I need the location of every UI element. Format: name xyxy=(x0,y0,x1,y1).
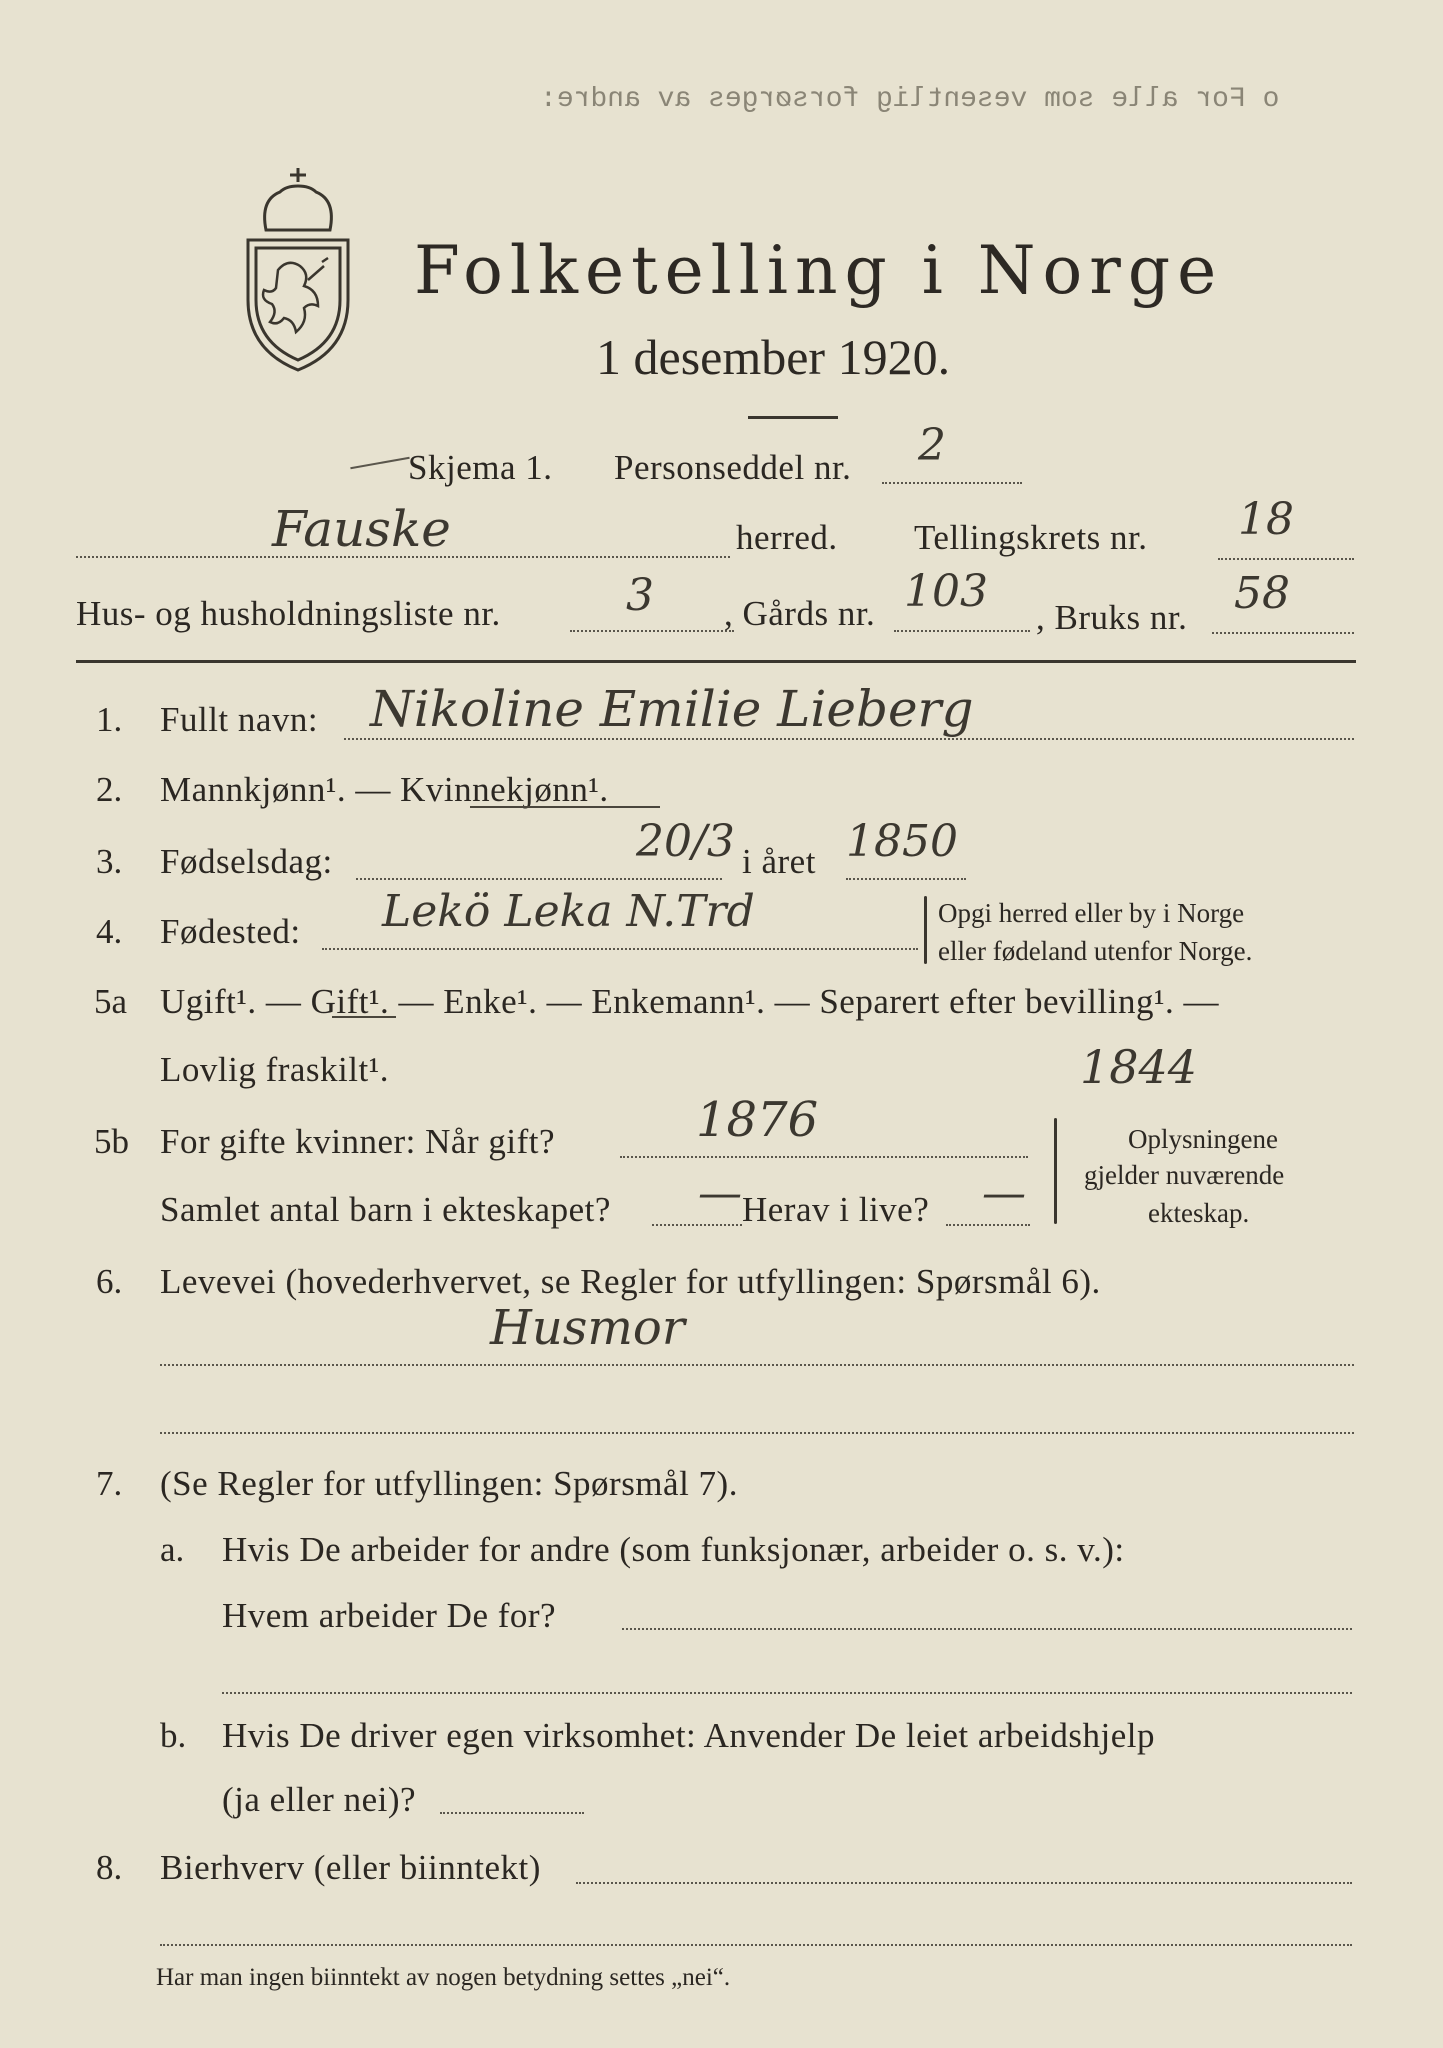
title-divider xyxy=(748,416,838,419)
q4-value[interactable]: Lekö Leka N.Trd xyxy=(382,886,755,937)
q8-number: 8. xyxy=(96,1848,123,1887)
q8-label: Bierhverv (eller biinntekt) xyxy=(160,1848,541,1887)
bruks-label: , Bruks nr. xyxy=(1036,598,1188,637)
personseddel-value[interactable]: 2 xyxy=(918,420,946,471)
q3-line xyxy=(356,878,722,880)
q7b-label: Hvis De driver egen virksomhet: Anvender De leiet arbeidshjelp xyxy=(222,1716,1155,1755)
herred-label: herred. xyxy=(736,518,838,557)
footer-note: Har man ingen biinntekt av nogen betydning settes „nei“. xyxy=(156,1964,731,1991)
q6-line-2 xyxy=(160,1432,1354,1434)
q7a-line-2 xyxy=(222,1692,1352,1694)
q3-year-value[interactable]: 1850 xyxy=(846,816,958,867)
gards-line xyxy=(894,630,1030,632)
q7a-label-2: Hvem arbeider De for? xyxy=(222,1596,557,1635)
q7-number: 7. xyxy=(96,1464,123,1503)
tellingskrets-line xyxy=(1218,558,1354,560)
gards-value[interactable]: 103 xyxy=(904,566,988,617)
q5b-brace xyxy=(1054,1118,1057,1224)
q4-brace xyxy=(924,896,927,964)
personseddel-label: Personseddel nr. xyxy=(614,448,852,487)
bleed-through-text: o For alle som vesentlig forsørges av andre: xyxy=(540,84,1280,115)
q5a-annotation[interactable]: 1844 xyxy=(1080,1040,1198,1094)
q6-line-1 xyxy=(160,1364,1354,1366)
q5b-line xyxy=(620,1156,1028,1158)
q1-value[interactable]: Nikoline Emilie Lieberg xyxy=(370,680,974,738)
tellingskrets-label: Tellingskrets nr. xyxy=(914,518,1148,557)
q4-line xyxy=(322,948,918,950)
q8-line-1 xyxy=(576,1882,1352,1884)
q6-label: Levevei (hovederhvervet, se Regler for utfyllingen: Spørsmål 6). xyxy=(160,1262,1101,1301)
q3-year-line xyxy=(846,878,966,880)
q7a-label: Hvis De arbeider for andre (som funksjonær, arbeider o. s. v.): xyxy=(222,1530,1125,1569)
q8-line-2 xyxy=(160,1944,1352,1946)
q4-note-1: Opgi herred eller by i Norge xyxy=(938,898,1245,928)
skjema-label: Skjema 1. xyxy=(408,448,553,487)
q6-number: 6. xyxy=(96,1262,123,1301)
q5b-value-2[interactable]: — xyxy=(698,1168,742,1219)
bruks-value[interactable]: 58 xyxy=(1234,568,1290,619)
q5b-note-2: gjelder nuværende xyxy=(1084,1160,1285,1190)
q5b-line-3 xyxy=(946,1224,1030,1226)
q3-label: Fødselsdag: xyxy=(160,842,333,881)
q5a-underline xyxy=(332,1016,396,1018)
gards-label: , Gårds nr. xyxy=(724,594,876,633)
husliste-value[interactable]: 3 xyxy=(626,570,654,621)
q1-line xyxy=(344,738,1354,740)
q5a-number: 5a xyxy=(94,982,128,1021)
q2-label: Mannkjønn¹. — Kvinnekjønn¹. xyxy=(160,770,609,809)
q5b-note-3: ekteskap. xyxy=(1148,1198,1250,1228)
husliste-label: Hus- og husholdningsliste nr. xyxy=(76,594,501,633)
q5b-value[interactable]: 1876 xyxy=(696,1092,819,1148)
q5b-label-2: Samlet antal barn i ekteskapet? xyxy=(160,1190,611,1229)
bruks-line xyxy=(1212,632,1354,634)
q5b-label-3: Herav i live? xyxy=(742,1190,930,1229)
q7a-number: a. xyxy=(160,1530,185,1569)
q5b-label: For gifte kvinner: Når gift? xyxy=(160,1122,556,1161)
personseddel-line xyxy=(882,482,1022,484)
tellingskrets-value[interactable]: 18 xyxy=(1238,494,1294,545)
handwritten-mark xyxy=(350,457,409,469)
q2-number: 2. xyxy=(96,770,123,809)
q3-value[interactable]: 20/3 xyxy=(636,816,735,867)
q7b-label-2: (ja eller nei)? xyxy=(222,1780,417,1819)
section-rule xyxy=(76,660,1356,663)
q7-label: (Se Regler for utfyllingen: Spørsmål 7). xyxy=(160,1464,738,1503)
q4-number: 4. xyxy=(96,912,123,951)
q1-number: 1. xyxy=(96,700,123,739)
page-title: Folketelling i Norge xyxy=(414,232,1224,309)
census-date: 1 desember 1920. xyxy=(596,329,951,385)
q5b-value-3[interactable]: — xyxy=(982,1168,1026,1219)
q2-underline xyxy=(470,806,660,808)
q5b-note-1: Oplysningene xyxy=(1128,1124,1278,1154)
q3-year-label: i året xyxy=(742,842,816,881)
q5a-label: Ugift¹. — Gift¹. — Enke¹. — Enkemann¹. — Separert efter bevilling¹. — xyxy=(160,982,1219,1021)
q3-number: 3. xyxy=(96,842,123,881)
q5a-label-2: Lovlig fraskilt¹. xyxy=(160,1050,389,1089)
q1-label: Fullt navn: xyxy=(160,700,319,739)
q7b-line xyxy=(440,1812,584,1814)
q7a-line-1 xyxy=(622,1628,1352,1630)
herred-value[interactable]: Fauske xyxy=(272,500,451,558)
q5b-line-2 xyxy=(652,1224,742,1226)
q5b-number: 5b xyxy=(94,1122,129,1161)
q6-value[interactable]: Husmor xyxy=(490,1300,685,1356)
q4-label: Fødested: xyxy=(160,912,301,951)
q4-note-2: eller fødeland utenfor Norge. xyxy=(938,936,1253,966)
coat-of-arms-icon xyxy=(238,160,358,384)
husliste-line xyxy=(570,630,734,632)
q7b-number: b. xyxy=(160,1716,187,1755)
